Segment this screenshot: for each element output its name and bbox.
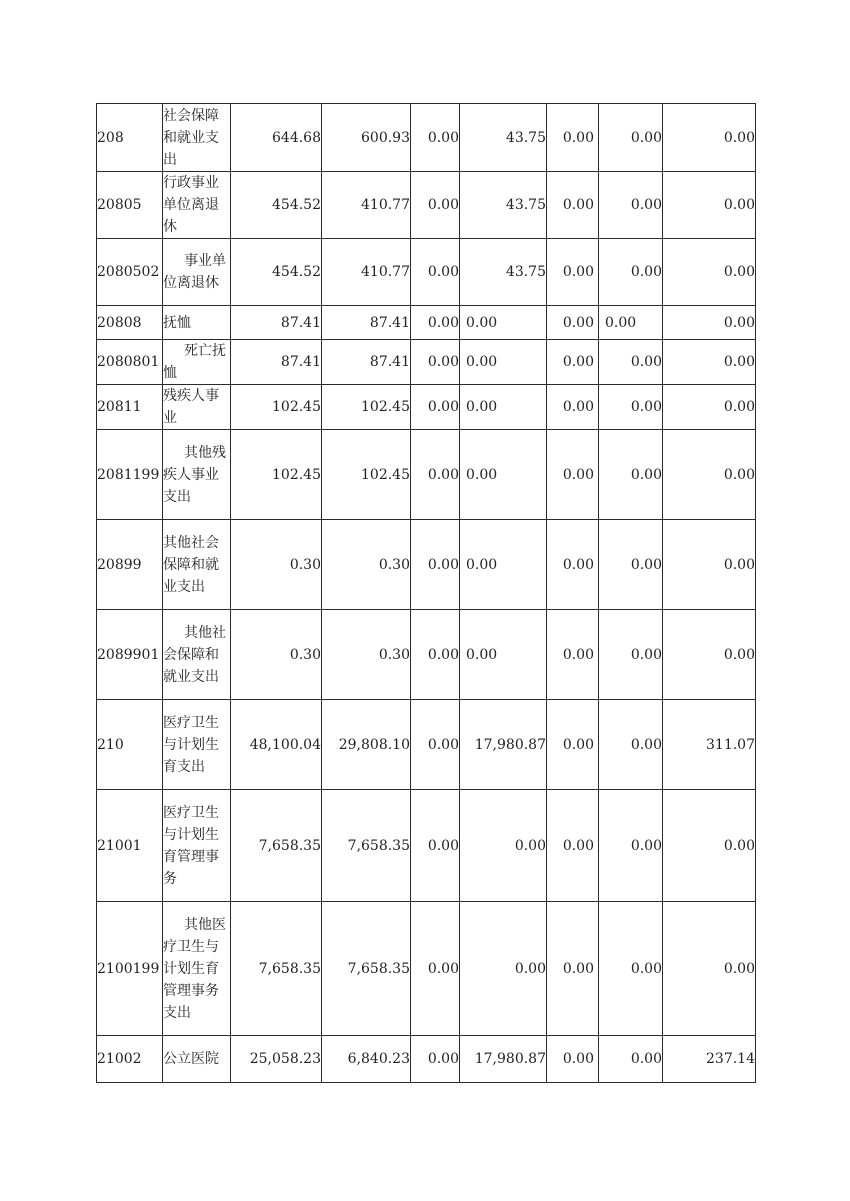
amount-cell: 0.00 [547,430,599,520]
subject-code: 210 [97,700,163,790]
amount-cell: 0.30 [322,610,411,700]
amount-cell: 7,658.35 [231,790,322,902]
amount-cell: 0.00 [411,430,460,520]
subject-name: 社会保障和就业支出 [163,104,231,172]
amount-cell: 0.00 [663,430,756,520]
amount-cell: 0.00 [547,385,599,430]
amount-cell: 0.00 [460,520,547,610]
amount-cell: 0.00 [599,306,663,340]
amount-cell: 87.41 [322,306,411,340]
subject-code: 2080502 [97,239,163,306]
amount-cell: 0.00 [663,902,756,1036]
amount-cell: 0.00 [460,306,547,340]
subject-code: 20808 [97,306,163,340]
amount-cell: 410.77 [322,172,411,239]
table-row [97,104,756,172]
amount-cell: 0.00 [411,520,460,610]
amount-cell: 0.00 [547,902,599,1036]
amount-cell: 17,980.87 [460,700,547,790]
amount-cell: 29,808.10 [322,700,411,790]
amount-cell: 0.00 [547,340,599,385]
table-row [97,430,756,520]
amount-cell: 43.75 [460,104,547,172]
subject-name: 残疾人事业 [163,385,231,430]
subject-code: 2081199 [97,430,163,520]
amount-cell: 102.45 [322,385,411,430]
amount-cell: 0.00 [547,520,599,610]
amount-cell: 87.41 [231,340,322,385]
amount-cell: 0.00 [599,902,663,1036]
subject-name: 行政事业单位离退休 [163,172,231,239]
amount-cell: 0.00 [599,340,663,385]
amount-cell: 0.30 [231,520,322,610]
amount-cell: 0.00 [547,239,599,306]
amount-cell: 644.68 [231,104,322,172]
amount-cell: 0.00 [599,104,663,172]
amount-cell: 0.00 [460,610,547,700]
amount-cell: 0.00 [599,172,663,239]
amount-cell: 0.00 [460,430,547,520]
amount-cell: 0.00 [663,385,756,430]
table-row [97,790,756,902]
amount-cell: 17,980.87 [460,1036,547,1083]
amount-cell: 0.00 [663,104,756,172]
amount-cell: 0.00 [663,340,756,385]
table-row [97,172,756,239]
table-row [97,239,756,306]
amount-cell: 0.00 [411,172,460,239]
amount-cell: 0.00 [663,172,756,239]
subject-code: 20899 [97,520,163,610]
subject-code: 2089901 [97,610,163,700]
amount-cell: 0.00 [599,385,663,430]
amount-cell: 0.00 [547,1036,599,1083]
amount-cell: 0.00 [599,610,663,700]
amount-cell: 25,058.23 [231,1036,322,1083]
table-row [97,902,756,1036]
amount-cell: 0.00 [663,239,756,306]
amount-cell: 0.00 [547,172,599,239]
table-row [97,1036,756,1083]
amount-cell: 6,840.23 [322,1036,411,1083]
subject-name: 其他社会保障和就业支出 [163,520,231,610]
amount-cell: 454.52 [231,172,322,239]
subject-name: 其他残疾人事业支出 [163,430,231,520]
amount-cell: 0.00 [547,700,599,790]
amount-cell: 0.00 [411,790,460,902]
amount-cell: 0.00 [599,430,663,520]
amount-cell: 0.00 [547,104,599,172]
amount-cell: 102.45 [231,385,322,430]
amount-cell: 0.00 [411,306,460,340]
amount-cell: 0.00 [599,520,663,610]
subject-name: 公立医院 [163,1036,231,1083]
subject-name: 事业单位离退休 [163,239,231,306]
amount-cell: 0.00 [547,306,599,340]
amount-cell: 0.00 [411,700,460,790]
subject-code: 208 [97,104,163,172]
amount-cell: 0.00 [460,385,547,430]
table-row [97,700,756,790]
amount-cell: 0.00 [663,790,756,902]
subject-name: 其他社会保障和就业支出 [163,610,231,700]
table-row [97,340,756,385]
amount-cell: 0.00 [411,610,460,700]
amount-cell: 87.41 [231,306,322,340]
table-row [97,610,756,700]
amount-cell: 454.52 [231,239,322,306]
amount-cell: 0.00 [599,239,663,306]
amount-cell: 43.75 [460,172,547,239]
amount-cell: 0.30 [231,610,322,700]
amount-cell: 0.00 [599,790,663,902]
amount-cell: 0.00 [663,610,756,700]
table-row [97,385,756,430]
amount-cell: 0.30 [322,520,411,610]
amount-cell: 0.00 [411,1036,460,1083]
subject-code: 20805 [97,172,163,239]
subject-code: 2080801 [97,340,163,385]
subject-name: 死亡抚恤 [163,340,231,385]
amount-cell: 600.93 [322,104,411,172]
amount-cell: 0.00 [411,340,460,385]
amount-cell: 0.00 [547,790,599,902]
table-body [97,104,756,1083]
subject-code: 21001 [97,790,163,902]
amount-cell: 102.45 [231,430,322,520]
amount-cell: 0.00 [411,104,460,172]
amount-cell: 0.00 [411,239,460,306]
amount-cell: 0.00 [411,385,460,430]
subject-name: 抚恤 [163,306,231,340]
amount-cell: 0.00 [599,1036,663,1083]
amount-cell: 0.00 [460,790,547,902]
amount-cell: 0.00 [547,610,599,700]
expenditure-table [96,103,756,1083]
amount-cell: 0.00 [663,520,756,610]
amount-cell: 43.75 [460,239,547,306]
amount-cell: 0.00 [460,902,547,1036]
amount-cell: 7,658.35 [322,902,411,1036]
table-row [97,520,756,610]
amount-cell: 7,658.35 [322,790,411,902]
subject-name: 医疗卫生与计划生育支出 [163,700,231,790]
amount-cell: 0.00 [663,306,756,340]
amount-cell: 0.00 [411,902,460,1036]
amount-cell: 311.07 [663,700,756,790]
table-row [97,306,756,340]
amount-cell: 237.14 [663,1036,756,1083]
subject-name: 其他医疗卫生与计划生育管理事务支出 [163,902,231,1036]
amount-cell: 102.45 [322,430,411,520]
amount-cell: 7,658.35 [231,902,322,1036]
subject-code: 2100199 [97,902,163,1036]
subject-name: 医疗卫生与计划生育管理事务 [163,790,231,902]
amount-cell: 48,100.04 [231,700,322,790]
amount-cell: 410.77 [322,239,411,306]
amount-cell: 0.00 [460,340,547,385]
subject-code: 20811 [97,385,163,430]
subject-code: 21002 [97,1036,163,1083]
amount-cell: 87.41 [322,340,411,385]
amount-cell: 0.00 [599,700,663,790]
